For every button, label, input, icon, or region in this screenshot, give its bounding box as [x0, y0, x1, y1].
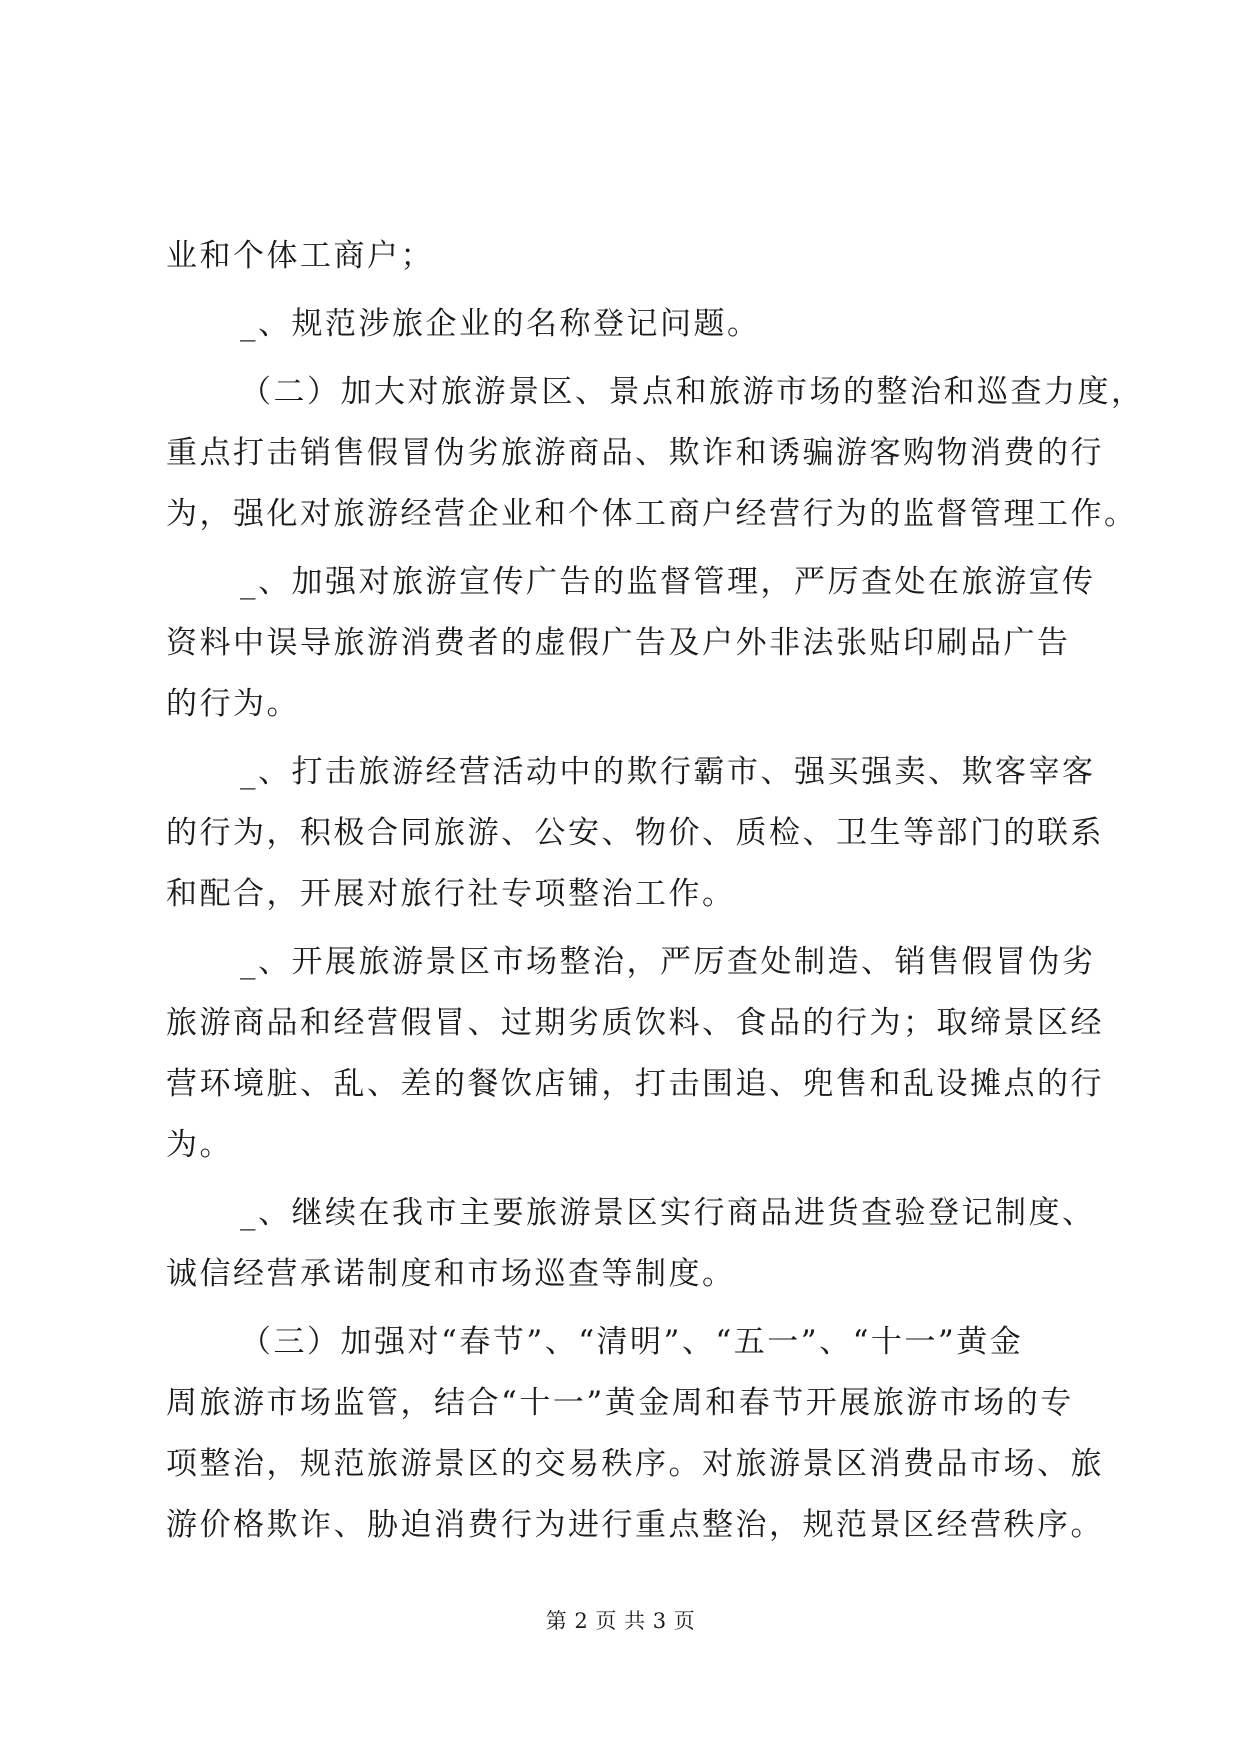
paragraph-line: _、规范涉旅企业的名称登记问题。 [240, 306, 761, 342]
paragraph [166, 226, 1076, 287]
paragraph-line: 的行为。 [166, 686, 300, 722]
paragraph-line: 为，强化对旅游经营企业和个体工商户经营行为的监督管理工作。 [166, 496, 1138, 532]
page-number-indicator: 第 2 页 共 3 页 [545, 1609, 696, 1633]
paragraph [166, 932, 1104, 1176]
paragraph-line: _、加强对旅游宣传广告的监督管理，严厉查处在旅游宣传 [240, 564, 1096, 600]
paragraph-line: 营环境脏、乱、差的餐饮店铺，打击围追、兜售和乱设摊点的行 [166, 1066, 1104, 1102]
paragraph-line: （三）加强对“春节”、“清明”、“五一”、“十一”黄金 [240, 1324, 1024, 1360]
paragraph-line: 的行为，积极合同旅游、公安、物价、质检、卫生等部门的联系 [166, 815, 1104, 851]
paragraph-line: 业和个体工商户； [166, 238, 434, 274]
paragraph-line: 旅游商品和经营假冒、过期劣质饮料、食品的行为；取缔景区经 [166, 1005, 1104, 1041]
paragraph-line: 和配合，开展对旅行社专项整治工作。 [166, 876, 736, 912]
paragraph-line: 资料中误导旅游消费者的虚假广告及户外非法张贴印刷品广告 [166, 625, 1071, 661]
document-body [166, 226, 1145, 1563]
paragraph-line: 项整治，规范旅游景区的交易秩序。对旅游景区消费品市场、旅 [166, 1446, 1104, 1482]
paragraph-line: _、开展旅游景区市场整治，严厉查处制造、销售假冒伪劣 [240, 944, 1096, 980]
paragraph [166, 362, 1145, 545]
paragraph-line: （二）加大对旅游景区、景点和旅游市场的整治和巡查力度， [240, 374, 1145, 410]
paragraph-line: 为。 [166, 1127, 233, 1163]
paragraph-line: 重点打击销售假冒伪劣旅游商品、欺诈和诱骗游客购物消费的行 [166, 435, 1104, 471]
paragraph [166, 1312, 1104, 1556]
paragraph-line: _、继续在我市主要旅游景区实行商品进货查验登记制度、 [240, 1195, 1096, 1231]
paragraph-line: 诚信经营承诺制度和市场巡查等制度。 [166, 1256, 736, 1292]
paragraph [166, 742, 1104, 925]
paragraph-line: _、打击旅游经营活动中的欺行霸市、强买强卖、欺客宰客 [240, 754, 1096, 790]
paragraph-line: 周旅游市场监管，结合“十一”黄金周和春节开展旅游市场的专 [166, 1385, 1074, 1421]
paragraph [166, 1183, 1096, 1305]
paragraph-line: 游价格欺诈、胁迫消费行为进行重点整治，规范景区经营秩序。 [166, 1507, 1104, 1543]
paragraph [166, 294, 1076, 355]
paragraph [166, 552, 1096, 735]
page-footer [0, 1605, 1241, 1635]
